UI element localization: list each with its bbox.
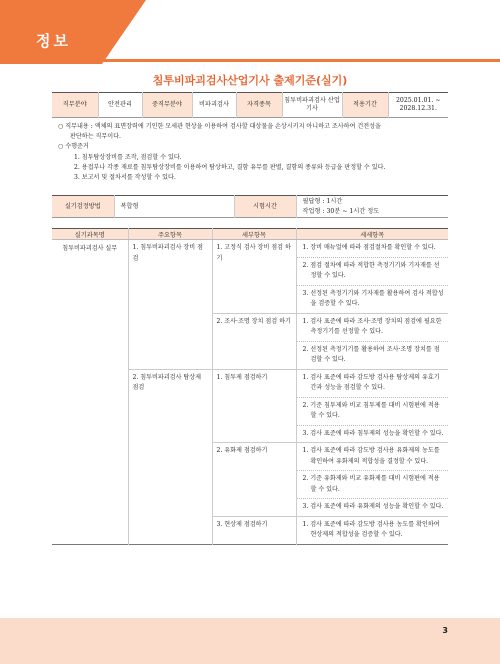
detail-item: 1. 검사 표준에 따라 조사·조명 장치의 점검에 필요한 측정기기를 선정할 수 있다. [296, 313, 448, 341]
header-sub-item: 세부항목 [212, 229, 296, 240]
main-item: 1. 침투비파괴검사 장비 점검 [128, 240, 212, 370]
footer-band [0, 618, 500, 664]
performance-item: 1. 침투탐상장비를 조작, 점검할 수 있다. [74, 153, 182, 161]
performance-item: 2. 용접부나 각종 재료를 침투탐상장비를 이용하여 탐상하고, 결함 유무를 판별, 결함의 종류와 등급을 판정할 수 있다. [74, 163, 386, 171]
detail-item: 1. 장비 매뉴얼에 따라 점검절차를 확인할 수 있다. [296, 240, 448, 258]
page-title: 침투비파괴검사산업기사 출제기준(실기) [152, 74, 348, 87]
section-label: 정보 [36, 32, 71, 50]
sub-item: 3. 현상제 점검하기 [212, 516, 296, 544]
detail-item: 2. 선정된 측정기기를 활용하여 조사·조명 장치를 점검할 수 있다. [296, 341, 448, 369]
cert-value: 침투비파괴검사 산업기사 [282, 93, 342, 118]
job-description [58, 122, 450, 183]
tab-shape [0, 0, 500, 64]
section-tab [0, 0, 500, 64]
subject-cell: 침투비파괴검사 실무 [62, 245, 118, 252]
time-line-2: 작업형 : 30분 ~ 1시간 정도 [302, 207, 380, 215]
field-value: 안전관리 [98, 93, 142, 118]
sub-item: 1. 고정식 검사 장비 점검 하기 [212, 240, 296, 314]
time-label: 시험시간 [234, 196, 296, 218]
detail-item: 3. 선정된 측정기기와 기자재를 활용하여 검사 적합성을 검증할 수 있다. [296, 285, 448, 313]
time-value [296, 196, 448, 218]
sub-item: 1. 침투제 점검하기 [212, 369, 296, 443]
method-label: 실기검정방법 [52, 196, 114, 218]
cert-label: 자격종목 [236, 93, 282, 118]
field-label: 직무분야 [52, 93, 98, 118]
method-table [52, 195, 448, 218]
time-line-1: 필답형 : 1시간 [302, 198, 343, 205]
detail-item: 3. 검사 표준에 따라 침투제의 성능을 확인할 수 있다. [296, 425, 448, 443]
detail-item: 2. 기준 침투제와 비교 침투제를 대비 시험편에 적용할 수 있다. [296, 397, 448, 425]
duty-line-2: 판단하는 직무이다. [70, 133, 121, 141]
method-value: 복합형 [114, 196, 234, 218]
detail-item: 3. 검사 표준에 따라 유화제의 성능을 확인할 수 있다. [296, 499, 448, 517]
detail-item: 1. 검사 표준에 따라 감도방 검사용 유화제의 농도를 확인하여 유화제의 적합성을 결정할 수 있다. [296, 443, 448, 471]
header-main-item: 주요항목 [128, 229, 212, 240]
detail-item: 2. 점검 절차에 따라 적합한 측정기기와 기자재를 선정할 수 있다. [296, 257, 448, 285]
performance-item: 3. 보고서 및 절차서를 작성할 수 있다. [74, 174, 176, 182]
detail-item: 2. 기준 유화제와 비교 유화제를 대비 시험편에 적용할 수 있다. [296, 471, 448, 499]
sub-field-value: 비파괴검사 [192, 93, 236, 118]
period-value: 2025.01.01. ~ 2028.12.31. [388, 93, 448, 118]
main-item: 2. 침투비파괴검사 탐상제 점검 [128, 369, 212, 544]
period-label: 적용기간 [342, 93, 388, 118]
page-number: 3 [442, 626, 448, 635]
performance-heading: ○ 수행준거 [58, 143, 89, 151]
sub-field-label: 중직무분야 [142, 93, 192, 118]
detail-item: 1. 검사 표준에 따라 감도방 검사용 농도를 확인하여 현상제의 적합성을 검증할 수 있다. [296, 516, 448, 544]
info-table [52, 92, 448, 118]
duty-line-1: ○ 직무내용 : 액체의 표면장력에 기인한 모세관 현상을 이용하여 검사할 대상물을 손상시키지 아니하고 조사하여 건전성을 [58, 123, 381, 130]
detail-item: 1. 검사 표준에 따라 감도방 검사용 탐상제의 유효기간과 성능을 점검할 수 있다. [296, 369, 448, 397]
standards-table [52, 228, 448, 545]
header-subject: 실기과목명 [52, 229, 128, 240]
sub-item: 2. 유화제 점검하기 [212, 443, 296, 517]
header-detail-item: 세세항목 [296, 229, 448, 240]
sub-item: 2. 조사·조명 장치 점검 하기 [212, 313, 296, 369]
